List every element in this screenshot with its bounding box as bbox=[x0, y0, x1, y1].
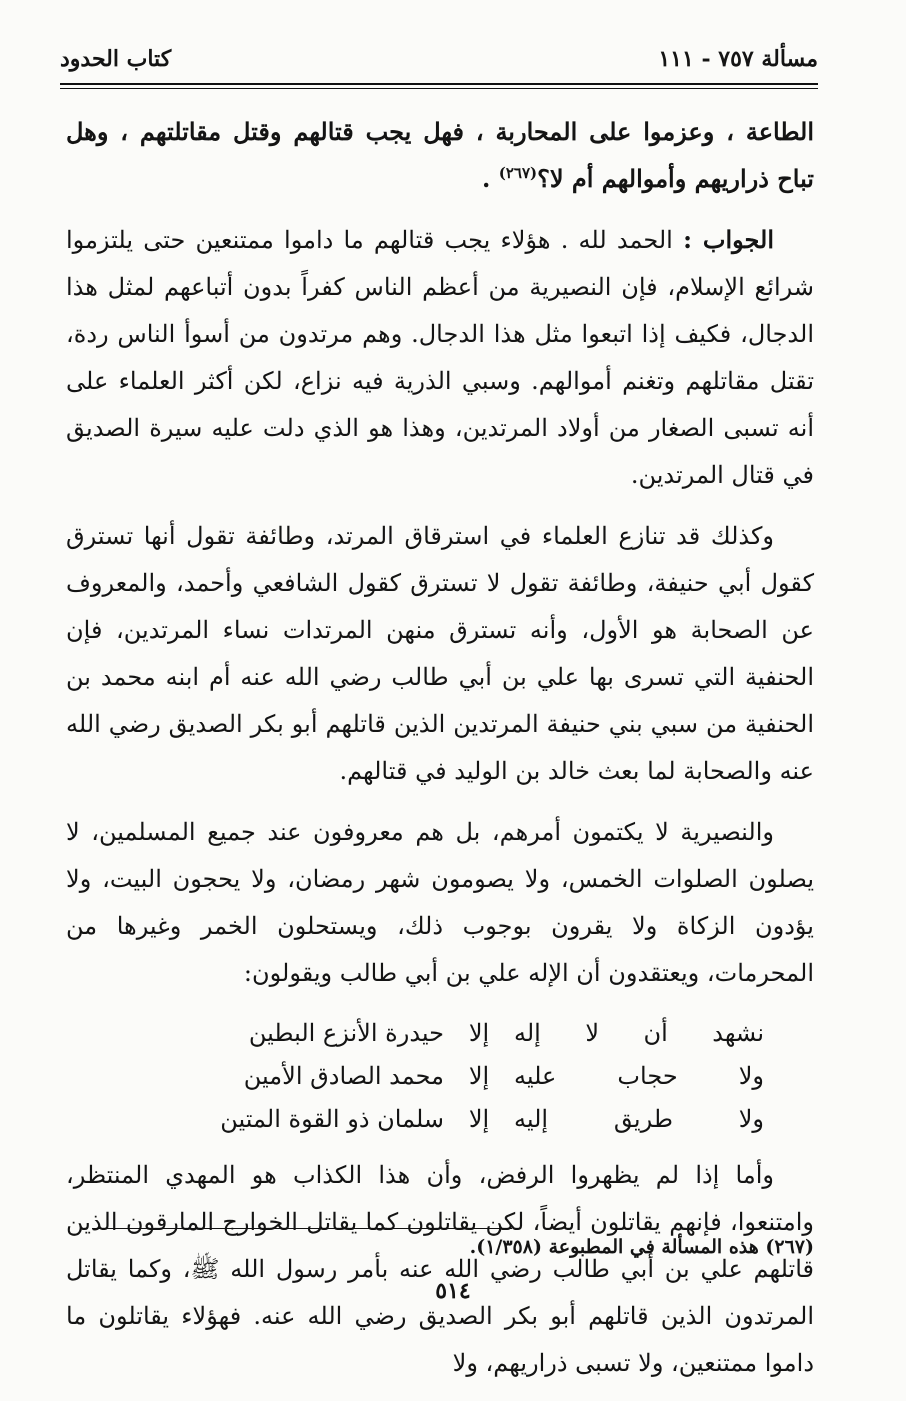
verse-second-half: سلمان ذو القوة المتين bbox=[220, 1104, 444, 1133]
question-text: الطاعة ، وعزموا على المحاربة ، فهل يجب قتالهم وقتل مقاتلتهم ، وهل تباح ذراريهم وأموالهم أم لا؟ bbox=[66, 117, 814, 193]
book-title: كتاب الحدود bbox=[60, 46, 172, 72]
footnote-rule bbox=[92, 1228, 512, 1229]
header-rule-thin bbox=[60, 88, 818, 89]
verse-separator: إلا bbox=[468, 1104, 490, 1133]
answer-label: الجواب : bbox=[683, 225, 774, 254]
paragraph: وكذلك قد تنازع العلماء في استرقاق المرتد، وطائفة تقول أنها تسترق كقول أبي حنيفة، وطائفة تقول لا تسترق كقول الشافعي وأحمد، والمعروف عن الصحابة هو الأول، وأنه تسترق منهن المرتدات نساء المرتدين، فإن الحنفية التي تسرى بها علي بن أبي طالب رضي الله عنه أم ابنه محمد بن الحنفية من سبي بني حنيفة المرتدين الذين قاتلهم أبو بكر الصديق رضي الله عنه والصحابة لما بعث خالد بن الوليد في قتالهم. bbox=[66, 522, 814, 785]
answer-paragraph bbox=[66, 216, 814, 499]
verse-second-half: محمد الصادق الأمين bbox=[243, 1061, 444, 1090]
verse-separator: إلا bbox=[468, 1061, 490, 1090]
closing-paragraph: وأما إذا لم يظهروا الرفض، وأن هذا الكذاب هو المهدي المنتظر، وامتنعوا، فإنهم يقاتلون أيضاً، لكن يقاتلون كما يقاتل الخوارج المارقون الذين قاتلهم علي بن أبي طالب رضي الله عنه بأمر رسول الله ﷺ، وكما يقاتل المرتدون الذين قاتلهم أبو بكر الصديق رضي الله عنه. فهؤلاء يقاتلون ما داموا ممتنعين، ولا تسبى ذراريهم، ولا bbox=[66, 1161, 814, 1377]
verse-first-half: ولا طريق إليه bbox=[514, 1104, 764, 1133]
header-rule-thick bbox=[60, 83, 818, 85]
footnote: (٢٦٧) هذه المسألة في المطبوعة (١/٣٥٨). bbox=[469, 1236, 814, 1258]
running-header bbox=[60, 40, 818, 74]
question-end: . bbox=[482, 164, 499, 193]
poem-verses bbox=[66, 1011, 814, 1140]
paragraph: والنصيرية لا يكتمون أمرهم، بل هم معروفون عند جميع المسلمين، لا يصلون الصلوات الخمس، ولا يصومون شهر رمضان، ولا يحجون البيت، ولا يؤدون الزكاة ولا يقرون بوجوب ذلك، ويستحلون الخمر وغيرها من المحرمات، ويعتقدون أن الإله علي بن أبي طالب ويقولون: bbox=[66, 818, 814, 987]
question-paragraph bbox=[66, 108, 814, 202]
poem-verse bbox=[66, 1011, 814, 1054]
verse-second-half: حيدرة الأنزع البطين bbox=[248, 1018, 444, 1047]
page-number: ٥١٤ bbox=[435, 1278, 471, 1304]
verse-first-half: نشهد أن لا إله bbox=[514, 1018, 764, 1047]
issue-number: مسألة ٧٥٧ - ١١١ bbox=[658, 46, 818, 72]
footnote-reference: (٢٦٧) bbox=[498, 164, 538, 182]
page-body bbox=[66, 108, 814, 1401]
answer-text: الحمد لله . هؤلاء يجب قتالهم ما داموا ممتنعين حتى يلتزموا شرائع الإسلام، فإن النصيرية من أعظم الناس كفراً بدون أتباعهم لمثل هذا الدجال، فكيف إذا اتبعوا مثل هذا الدجال. وهم مرتدون من أسوأ الناس ردة، تقتل مقاتلهم وتغنم أموالهم. وسبي الذرية فيه نزاع، لكن أكثر العلماء على أنه تسبى الصغار من أولاد المرتدين، وهذا هو الذي دلت عليه سيرة الصديق في قتال المرتدين. bbox=[66, 226, 814, 489]
verse-first-half: ولا حجاب عليه bbox=[514, 1061, 764, 1090]
poem-verse bbox=[66, 1097, 814, 1140]
poem-verse bbox=[66, 1054, 814, 1097]
verse-separator: إلا bbox=[468, 1018, 490, 1047]
